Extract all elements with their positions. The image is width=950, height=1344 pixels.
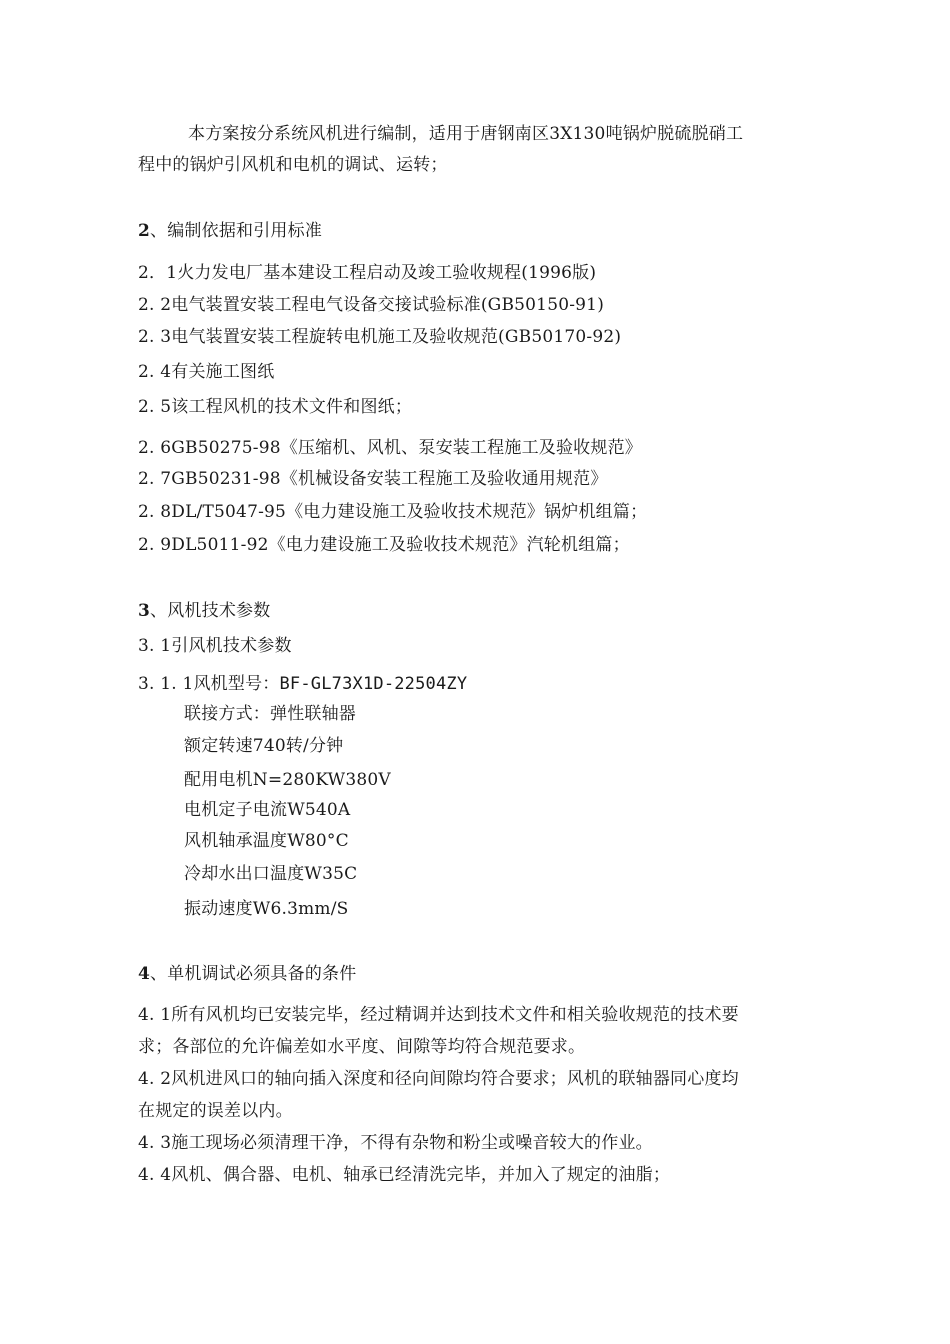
reference-item: 2. 6GB50275-98《压缩机、风机、泵安装工程施工及验收规范》 [138, 438, 642, 458]
condition-line: 求；各部位的允许偏差如水平度、间隙等均符合规范要求。 [138, 1037, 586, 1057]
parameter-item: 配用电机N=280KW380V [184, 770, 391, 790]
condition-line: 4. 1所有风机均已安装完毕，经过精调并达到技术文件和相关验收规范的技术要 [138, 1005, 739, 1025]
fan-model-label: 3. 1. 1风机型号： [138, 674, 280, 694]
section-3-subheading: 3. 1引风机技术参数 [138, 636, 292, 656]
parameter-item: 振动速度W6.3mm/S [184, 899, 349, 919]
section-4-title: 、单机调试必须具备的条件 [150, 964, 357, 984]
reference-item: 2. 3电气装置安装工程旋转电机施工及验收规范(GB50170-92) [138, 327, 622, 347]
condition-line: 4. 3施工现场必须清理干净，不得有杂物和粉尘或噪音较大的作业。 [138, 1133, 653, 1153]
condition-line: 4. 2风机进风口的轴向插入深度和径向间隙均符合要求；风机的联轴器同心度均 [138, 1069, 739, 1089]
reference-item: 2. 8DL/T5047-95《电力建设施工及验收技术规范》锅炉机组篇； [138, 502, 648, 522]
section-2-number: 2 [138, 221, 151, 241]
section-3-title: 、风机技术参数 [150, 601, 271, 621]
reference-item: 2. 9DL5011-92《电力建设施工及验收技术规范》汽轮机组篇； [138, 535, 630, 555]
section-4-heading [138, 963, 356, 985]
reference-item: 2. 4有关施工图纸 [138, 362, 275, 382]
parameter-item: 冷却水出口温度W35C [184, 864, 358, 884]
reference-item: 2. 5该工程风机的技术文件和图纸； [138, 397, 413, 417]
parameter-item: 风机轴承温度W80°C [184, 831, 349, 851]
parameter-item: 电机定子电流W540A [184, 800, 351, 820]
section-3-number: 3 [138, 601, 151, 621]
condition-line: 在规定的误差以内。 [138, 1101, 293, 1121]
intro-line-2: 程中的锅炉引风机和电机的调试、运转； [138, 155, 448, 175]
parameter-item: 联接方式：弹性联轴器 [184, 704, 356, 724]
reference-item: 2．1火力发电厂基本建设工程启动及竣工验收规程(1996版) [138, 263, 597, 283]
section-2-heading [138, 220, 322, 242]
section-3-heading [138, 600, 270, 622]
reference-item: 2. 2电气装置安装工程电气设备交接试验标准(GB50150-91) [138, 295, 605, 315]
fan-model-value: BF-GL73X1D-22504ZY [279, 674, 468, 694]
parameter-item: 额定转速740转/分钟 [184, 736, 344, 756]
condition-line: 4. 4风机、偶合器、电机、轴承已经清洗完毕，并加入了规定的油脂； [138, 1165, 671, 1185]
reference-item: 2. 7GB50231-98《机械设备安装工程施工及验收通用规范》 [138, 469, 608, 489]
intro-line-1: 本方案按分系统风机进行编制，适用于唐钢南区3X130吨锅炉脱硫脱硝工 [188, 124, 744, 144]
section-2-title: 、编制依据和引用标准 [150, 221, 323, 241]
section-4-number: 4 [138, 964, 151, 984]
fan-model-line [138, 673, 467, 695]
